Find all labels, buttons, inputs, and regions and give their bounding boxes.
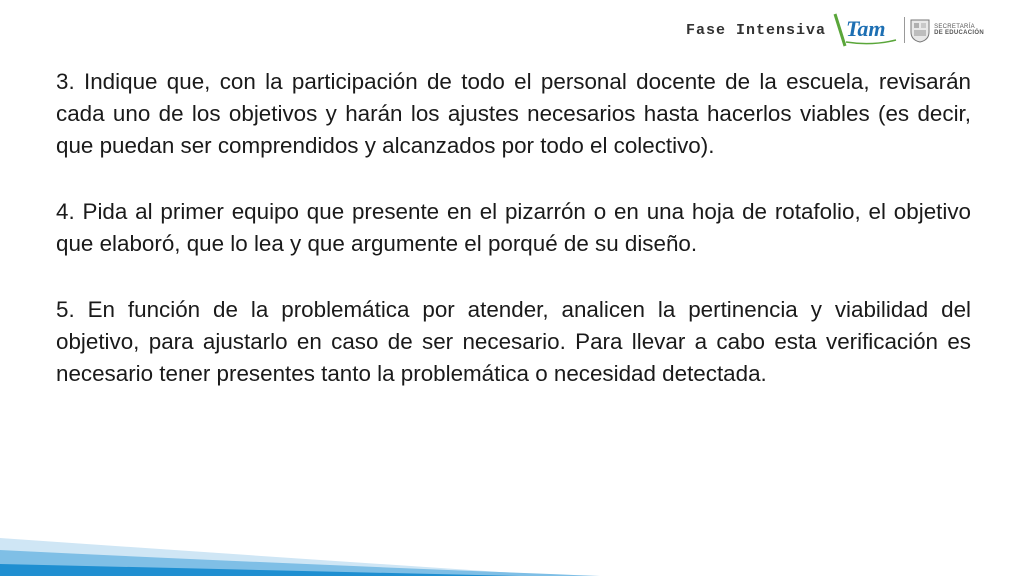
paragraph-step-3: 3. Indique que, con la participación de todo el personal docente de la escuela, revisarán cada uno de los objetivos y harán los ajustes necesarios hasta hacerlos viables (es decir, que puedan ser comprendidos y alcanzados por todo el colectivo). — [56, 69, 971, 158]
logo-divider — [904, 17, 905, 43]
secretaria-label — [934, 24, 984, 37]
paragraph-step-5: 5. En función de la problemática por atender, analicen la pertinencia y viabilidad del objetivo, para ajustarlo en caso de ser necesario. Para llevar a cabo esta verificación es necesario tener presentes tanto la problemática o necesidad detectada. — [56, 297, 971, 386]
logo-text: Tam — [846, 16, 886, 41]
secretaria-line-1: SECRETARÍA — [934, 23, 975, 30]
phase-label: Fase Intensiva — [686, 21, 827, 39]
paragraph-step-4: 4. Pida al primer equipo que presente en el pizarrón o en una hoja de rotafolio, el objetivo que elaboró, que lo lea y que argumente el porqué de su diseño. — [56, 199, 971, 256]
slide-header — [686, 10, 984, 50]
blue-wave-decoration — [0, 516, 1024, 576]
slide-body — [56, 66, 971, 390]
secretaria-line-2: DE EDUCACIÓN — [934, 30, 984, 36]
state-seal-icon — [909, 17, 931, 43]
tamaulipas-logo-icon — [832, 10, 900, 50]
